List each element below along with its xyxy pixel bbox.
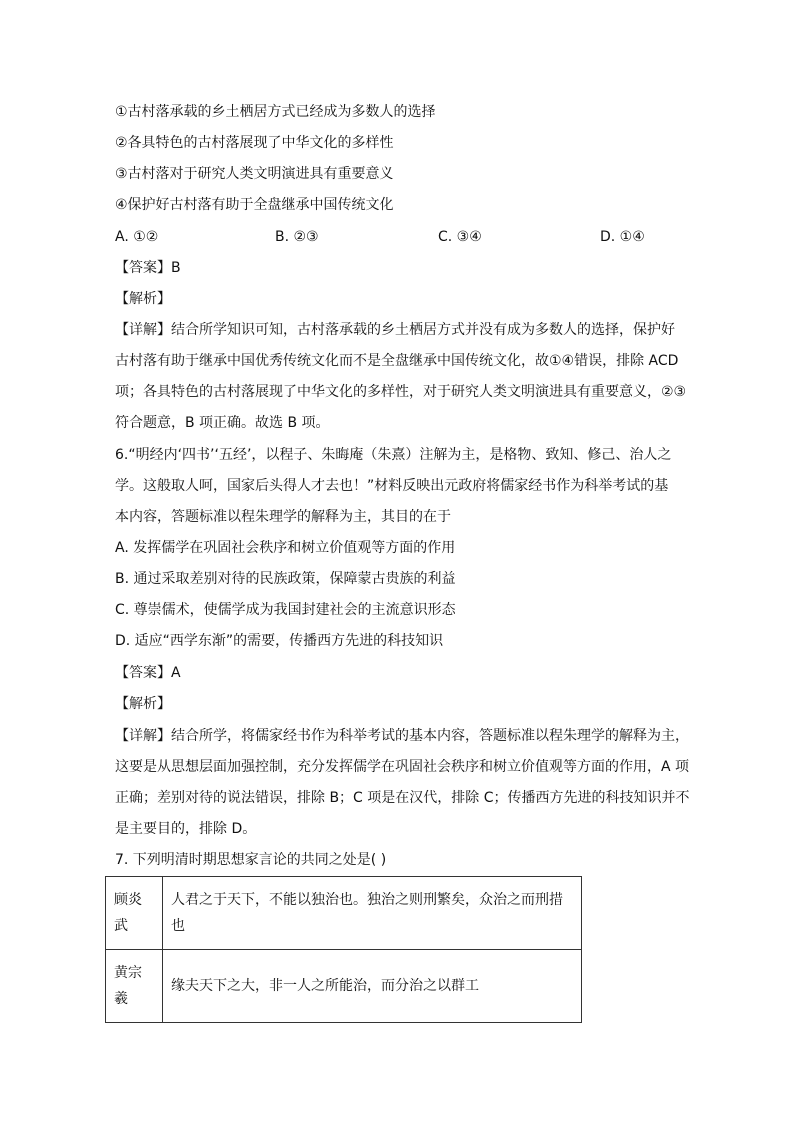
q5-statement-1: ①古村落承载的乡土栖居方式已经成为多数人的选择 — [115, 104, 436, 120]
q5-option-b: B. ②③ — [275, 229, 319, 245]
q5-analysis-heading: 【解析】 — [115, 291, 171, 307]
q6-stem-line-2: 学。这般取人呵，国家后头得人才去也！”材料反映出元政府将儒家经书作为科举考试的基 — [115, 478, 669, 494]
q6-option-b: B. 通过采取差别对待的民族政策，保障蒙古贵族的利益 — [115, 571, 456, 587]
q5-detail-line-2: 古村落有助于继承中国优秀传统文化而不是全盘继承中国传统文化，故①④错误，排除 ACD — [115, 353, 679, 369]
q6-stem-line-3: 本内容，答题标准以程朱理学的解释为主，其目的在于 — [115, 509, 451, 525]
thinker-name: 黄宗羲 — [106, 950, 163, 1023]
q5-option-d: D. ①④ — [600, 229, 645, 245]
q6-option-d: D. 适应“西学东渐”的需要，传播西方先进的科技知识 — [115, 633, 444, 649]
q5-option-c: C. ③④ — [438, 229, 482, 245]
q5-detail-line-4: 符合题意，B 项正确。故选 B 项。 — [115, 415, 330, 431]
q7-quote-table — [105, 876, 582, 1023]
q6-detail-line-3: 正确；差别对待的说法错误，排除 B；C 项是在汉代，排除 C；传播西方先进的科技知识并不 — [115, 790, 690, 806]
q6-detail-line-4: 是主要目的，排除 D。 — [115, 821, 257, 837]
thinker-quote: 缘夫天下之大，非一人之所能治，而分治之以群工 — [163, 950, 582, 1023]
q6-stem-line-1: 6.“明经内‘四书’‘五经’，以程子、朱晦庵（朱熹）注解为主，是格物、致知、修己、治人之 — [115, 447, 672, 463]
q5-statement-3: ③古村落对于研究人类文明演进具有重要意义 — [115, 166, 394, 182]
thinker-quote: 人君之于天下，不能以独治也。独治之则刑繁矣，众治之而刑措也 — [163, 877, 582, 950]
table-row — [106, 877, 582, 950]
q5-option-a: A. ①② — [115, 229, 159, 245]
q5-detail-line-3: 项；各具特色的古村落展现了中华文化的多样性，对于研究人类文明演进具有重要意义，②③ — [115, 384, 687, 400]
q6-option-a: A. 发挥儒学在巩固社会秩序和树立价值观等方面的作用 — [115, 540, 456, 556]
q6-analysis-heading: 【解析】 — [115, 696, 171, 712]
table-row — [106, 950, 582, 1023]
q7-stem: 7. 下列明清时期思想家言论的共同之处是( ) — [115, 852, 387, 868]
q6-option-c: C. 尊崇儒术，使儒学成为我国封建社会的主流意识形态 — [115, 602, 456, 618]
q5-statement-2: ②各具特色的古村落展现了中华文化的多样性 — [115, 135, 394, 151]
q5-answer: 【答案】B — [115, 260, 181, 276]
thinker-name: 顾炎武 — [106, 877, 163, 950]
q5-options — [115, 227, 655, 247]
q6-detail-line-1: 【详解】结合所学，将儒家经书作为科举考试的基本内容，答题标准以程朱理学的解释为主， — [115, 728, 689, 744]
q5-detail-line-1: 【详解】结合所学知识可知，古村落承载的乡土栖居方式并没有成为多数人的选择，保护好 — [115, 322, 675, 338]
q5-statement-4: ④保护好古村落有助于全盘继承中国传统文化 — [115, 197, 394, 213]
q6-answer: 【答案】A — [115, 665, 181, 681]
q6-detail-line-2: 这要是从思想层面加强控制，充分发挥儒学在巩固社会秩序和树立价值观等方面的作用，A 项 — [115, 759, 690, 775]
